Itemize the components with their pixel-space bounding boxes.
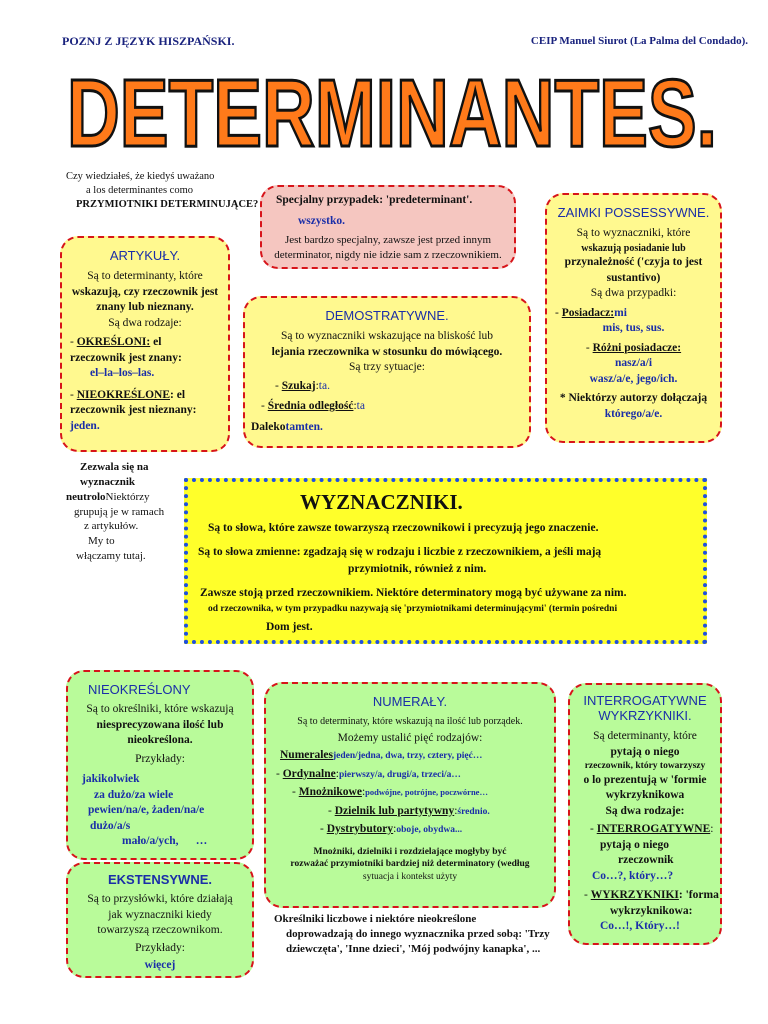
interrogative-box [568,683,722,945]
extensive-text: Są to przysłówki, które działają jak wyznaczniki kiedy towarzyszą rzeczownikom. Przykłady: więcej [87,893,233,972]
numerals-type: Numeralesjeden/jedna, dwa, trzy, cztery, pięć… [280,749,483,762]
articles-indefinite: - NIEOKREŚLONE: el rzeczownik jest nieznany: jeden. [70,388,197,432]
exclamative-case: - WYKRZYKNIKI: 'forma [584,889,719,902]
main-line: Dom jest. [266,620,313,633]
numerals-type: - Ordynalne:pierwszy/a, drugi/a, trzeci/a… [276,767,461,780]
main-line: Zawsze stoją przed rzeczownikiem. Niektóre determinatory mogą być używane za nim. [200,586,627,599]
predeterminant-text: Jest bardzo specjalny, zawsze jest przed innym determinator, nigdy nie idzie sam z rzeczownikiem. [274,234,502,261]
numerals-footer: Mnożniki, dzielniki i rozdzielające mogłyby być rozważać przymiotniki bardziej niż determinatory (według sytuacja i kontekst użyty [290,846,530,883]
footer-note: Określniki liczbowe i niektóre nieokreślone doprowadzają do innego wyznacznika przed sobą: 'Trzy dziewczęta', 'Inne dzieci', 'Mój podwójny kanapka', ... [274,913,550,955]
predeterminant-title: Specjalny przypadek: 'predeterminant'. [276,194,473,206]
neutro-note: Zezwala się na wyznacznik neutroloNiektórzy grupują je w ramach z artykułów. My to włączamy tutaj. [66,461,165,563]
numerals-type: - Dzielnik lub partytywny:średnio. [328,804,490,817]
possessives-note: * Niektórzy autorzy dołączają [559,392,708,405]
indefinite-text: Są to określniki, które wskazują niesprecyzowana ilość lub nieokreślona. Przykłady: [86,703,234,765]
articles-title: ARTYKUŁY. [109,248,181,263]
demonstratives-text: Są to wyznaczniki wskazujące na bliskość lub lejania rzeczownika w stosunku do mówiącego. Są trzy sytuacje: [271,330,503,374]
predeterminant-box [260,185,516,269]
header-left: POZNJ Z JĘZYK HISZPAŃSKI. [62,34,235,48]
possessives-title: ZAIMKI POSSESSYWNE. [557,205,710,220]
possessives-text: Są to wyznaczniki, które wskazują posiadanie lub przynależność ('czyja to jest sustantivo) Są dwa przypadki: [564,227,703,300]
extensive-box [66,862,254,978]
main-definition-box [184,478,707,644]
demonstratives-case: - Średnia odległość:ta [261,400,365,413]
intro-line: PRZYMIOTNIKI DETERMINUJĄCE? [76,199,259,211]
exclamative-case-text: wykrzyknikowa: [610,904,693,917]
intro-line: a los determinantes como [86,185,194,197]
possessives-example: wasz/a/e, jego/ich. [589,372,678,385]
interrogative-case-text: rzeczownik [618,854,674,867]
extensive-title: EKSTENSYWNE. [107,872,212,887]
header-right: CEIP Manuel Siurot (La Palma del Condado). [530,35,748,47]
interrogative-case: - INTERROGATYWNE: [590,823,714,836]
indefinite-examples: jakikolwiek za dużo/za wiele pewien/na/e, żaden/na/e dużo/a/s mało/a/ych, … [82,773,208,848]
demonstratives-case: - Szukaj:ta. [275,379,330,392]
possessives-example: mis, tus, sus. [602,322,665,335]
articles-text: Są to determinanty, które wskazują, czy rzeczownik jest znany lub nieznany. Są dwa rodzaje: [71,270,219,329]
articles-definite: - OKREŚLONI: el rzeczownik jest znany: el–la–los–las. [70,336,182,380]
interrogative-example: Co…?, który…? [592,869,674,882]
possessives-case: - Różni posiadacze: [585,341,682,354]
possessives-note-example: którego/a/e. [604,407,663,420]
articles-box [60,236,230,452]
numerals-title: NUMERAŁY. [372,694,448,709]
intro-line: Czy wiedziałeś, że kiedyś uważano [66,171,215,182]
numerals-type: - Mnożnikowe:podwójne, potrójne, poczwórne… [292,786,488,799]
possessives-example: nasz/a/i [614,357,653,370]
interrogative-case-text: pytają o niego [600,838,669,851]
numerals-type: - Dystrybutory:oboje, obydwa... [320,823,463,836]
indefinite-title: NIEOKREŚLONY [88,682,191,697]
demonstratives-title: DEMOSTRATYWNE. [325,308,449,323]
exclamative-example: Co…!, Który…! [600,920,680,933]
main-line: Są to słowa, które zawsze towarzyszą rzeczownikowi i precyzują jego znaczenie. [208,522,599,534]
page-title-text: DETERMINANTES. [67,62,717,158]
main-line: od rzeczownika, w tym przypadku nazywają się 'przymiotnikami determinującymi' (termin pośredni [208,604,618,615]
demonstratives-case: Dalekotamten. [251,420,323,433]
numerals-box [264,682,556,908]
interrogative-title: INTERROGATYWNE WYKRZYKNIKI. [583,693,707,723]
interrogative-text: Są determinanty, które pytają o niego rzeczownik, który towarzyszy o lo prezentują w 'formie wykrzyknikowa Są dwa rodzaje: [583,730,707,817]
numerals-intro: Są to determinaty, które wskazują na ilość lub porządek. [297,716,523,727]
predeterminant-example: wszystko. [298,215,345,227]
demonstratives-box [243,296,531,448]
possessives-box [545,193,722,443]
main-line: przymiotnik, również z nim. [348,563,487,576]
page-title [62,62,722,158]
possessives-case: - Posiadacz:mi [555,306,627,319]
main-title: WYZNACZNIKI. [300,490,463,514]
indefinite-box [66,670,254,860]
numerals-intro: Możemy ustalić pięć rodzajów: [337,731,483,744]
main-line: Są to słowa zmienne: zgadzają się w rodzaju i liczbie z rzeczownikiem, a jeśli mają [198,545,602,558]
intro-text [66,170,276,213]
